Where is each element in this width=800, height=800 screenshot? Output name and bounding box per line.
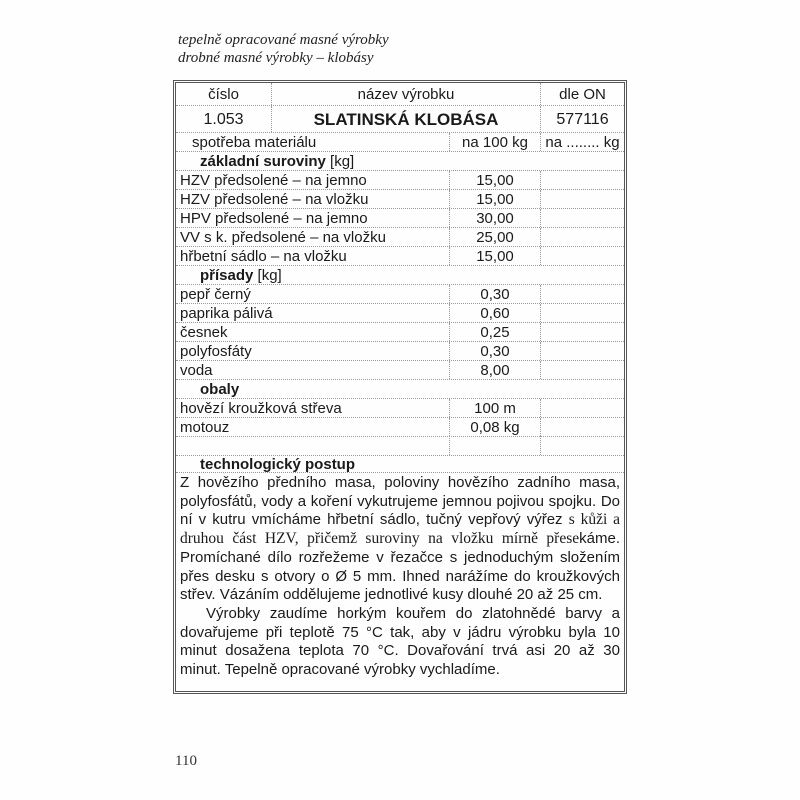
consumption-row — [176, 133, 624, 152]
procedure-text-part: s kůži a druhou část HZV, přičemž suroviny na vložku mírně přese — [180, 511, 620, 548]
ingredient-amount-per-x-kg[interactable] — [540, 247, 624, 265]
card-header-values-row — [176, 106, 624, 133]
ingredient-amount-per-x-kg[interactable] — [540, 323, 624, 341]
ingredient-amount-per-100kg: 0,25 — [449, 323, 540, 341]
running-header-line-2: drobné masné výrobky – klobásy — [178, 50, 374, 66]
section-unit: [kg] — [325, 153, 355, 170]
ingredient-row — [176, 361, 624, 380]
ingredient-amount-per-100kg: 15,00 — [449, 247, 540, 265]
ingredient-amount-per-x-kg[interactable] — [540, 304, 624, 322]
product-name: SLATINSKÁ KLOBÁSA — [271, 106, 540, 132]
ingredient-amount-per-x-kg[interactable] — [540, 228, 624, 246]
ingredient-amount-per-100kg: 15,00 — [449, 190, 540, 208]
ingredient-row — [176, 323, 624, 342]
ingredient-row — [176, 342, 624, 361]
ingredient-name: VV s k. předsolené – na vložku — [180, 229, 386, 246]
ingredient-name: paprika pálivá — [180, 305, 273, 322]
standard-label: dle ON — [540, 83, 624, 105]
procedure-paragraph-1 — [180, 474, 620, 605]
procedure-title: technologický postup — [200, 456, 356, 472]
section-title-row — [176, 380, 624, 399]
ingredient-amount-per-100kg: 0,30 — [449, 342, 540, 360]
running-header-line-1: tepelně opracované masné výrobky — [178, 32, 389, 48]
ingredient-amount-per-100kg: 30,00 — [449, 209, 540, 227]
ingredient-row — [176, 190, 624, 209]
ingredient-row — [176, 209, 624, 228]
ingredient-name: pepř černý — [180, 286, 251, 303]
ingredient-row — [176, 228, 624, 247]
procedure-title-row — [176, 456, 624, 473]
ingredient-name: motouz — [180, 419, 230, 436]
ingredient-name: polyfosfáty — [180, 343, 252, 360]
consumption-label: spotřeba materiálu — [192, 134, 317, 151]
ingredient-name: česnek — [180, 324, 228, 341]
ingredient-amount-per-100kg: 0,08 kg — [449, 418, 540, 436]
per-x-kg-label: na ........ kg — [540, 133, 624, 151]
number-label: číslo — [208, 86, 239, 103]
section-title — [176, 266, 624, 284]
section-title — [176, 152, 624, 170]
ingredient-amount-per-x-kg[interactable] — [540, 418, 624, 436]
section-title-text: obaly — [200, 381, 240, 398]
standard-number: 577116 — [540, 106, 624, 132]
per-100kg-label: na 100 kg — [449, 133, 540, 151]
ingredient-row — [176, 247, 624, 266]
procedure-text-part: Z hovězího předního masa, poloviny hovězího zadního masa, polyfosfátů, vody a koření vykutrujeme jemnou pojivou spojku. Do ní v kutru vmícháme hřbetní sádlo, tučný vepřový výřez — [180, 474, 620, 529]
ingredient-amount-per-x-kg[interactable] — [540, 342, 624, 360]
card-header-labels-row — [176, 83, 624, 106]
empty-cell — [540, 436, 624, 455]
ingredient-name: hřbetní sádlo – na vložku — [180, 248, 347, 265]
ingredient-amount-per-100kg: 8,00 — [449, 361, 540, 379]
name-label: název výrobku — [271, 83, 540, 105]
ingredient-amount-per-100kg: 25,00 — [449, 228, 540, 246]
ingredient-amount-per-100kg: 15,00 — [449, 171, 540, 189]
page-number: 110 — [175, 753, 197, 769]
section-title-text: základní suroviny — [200, 153, 326, 170]
section-title-row — [176, 152, 624, 171]
section-unit: [kg] — [253, 267, 282, 284]
ingredient-amount-per-x-kg[interactable] — [540, 399, 624, 417]
ingredient-row — [176, 399, 624, 418]
ingredient-row — [176, 418, 624, 437]
ingredient-amount-per-x-kg[interactable] — [540, 361, 624, 379]
section-title — [176, 380, 624, 398]
ingredient-name: hovězí kroužková střeva — [180, 400, 342, 417]
ingredient-name: HPV předsolené – na jemno — [180, 210, 368, 227]
ingredient-amount-per-100kg: 0,30 — [449, 285, 540, 303]
procedure-text-part: káme. Promíchané dílo rozřežeme v řezačce s jednoduchým složením přes desku s otvory o Ø 5 mm. Ihned narážíme do kroužkových střev. Vázáním oddělujeme jednotlivé kusy dlouhé 20 až 25 cm. — [180, 530, 620, 604]
ingredient-row — [176, 171, 624, 190]
ingredient-row — [176, 285, 624, 304]
product-number: 1.053 — [203, 111, 244, 128]
recipe-card — [173, 80, 627, 694]
running-header — [178, 31, 389, 67]
procedure-paragraph-2: Výrobky zaudíme horkým kouřem do zlatohnědé barvy a dovařujeme při teplotě 75 °C tak, aby v jádru výrobku byla 10 minut dosažena teplota 70 °C. Dovařování trvá asi 20 až 30 minut. Tepelně opracované výrobky vychladíme. — [180, 604, 620, 679]
ingredient-name: HZV předsolené – na vložku — [180, 191, 369, 208]
ingredient-amount-per-x-kg[interactable] — [540, 190, 624, 208]
ingredient-amount-per-x-kg[interactable] — [540, 285, 624, 303]
empty-row — [176, 436, 624, 456]
section-title-text: přísady — [200, 267, 254, 284]
ingredient-row — [176, 304, 624, 323]
ingredient-amount-per-100kg: 100 m — [449, 399, 540, 417]
procedure-text — [176, 473, 624, 681]
ingredient-name: voda — [180, 362, 213, 379]
ingredient-amount-per-x-kg[interactable] — [540, 209, 624, 227]
ingredient-amount-per-x-kg[interactable] — [540, 171, 624, 189]
ingredient-name: HZV předsolené – na jemno — [180, 172, 367, 189]
ingredient-amount-per-100kg: 0,60 — [449, 304, 540, 322]
empty-cell — [449, 436, 540, 455]
section-title-row — [176, 266, 624, 285]
